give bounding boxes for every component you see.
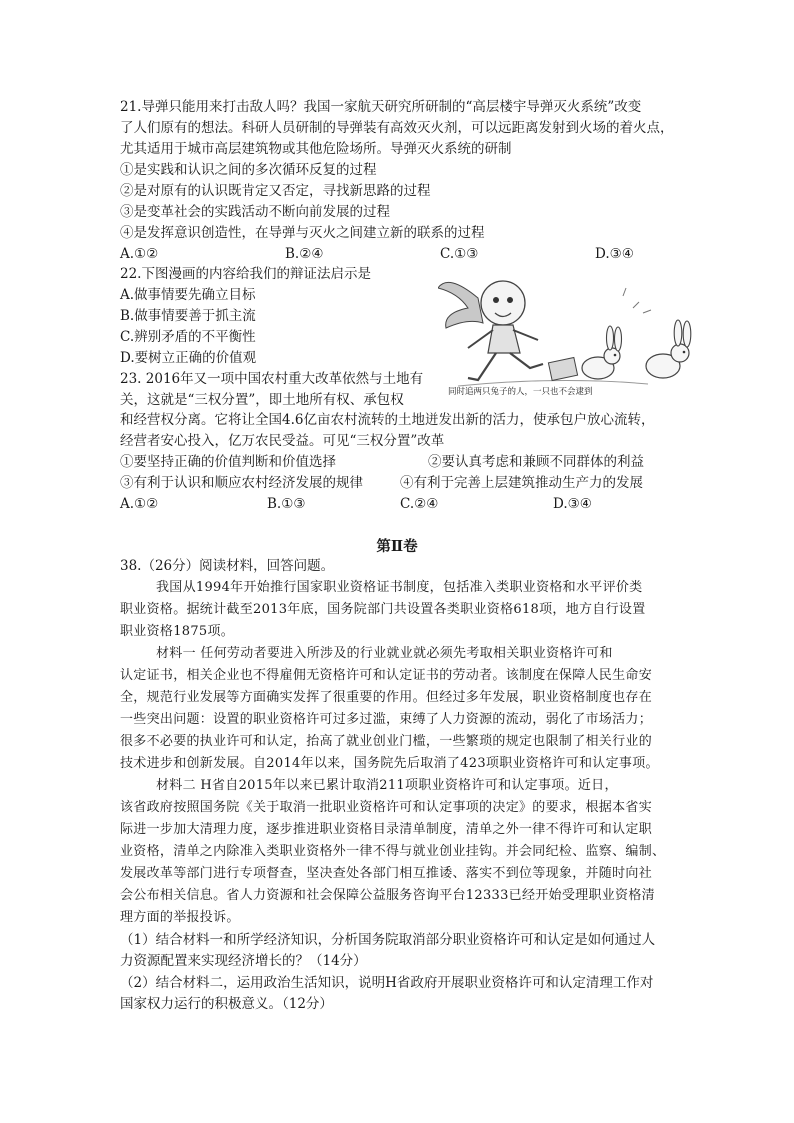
q38-material2-line-7: 理方面的举报投诉。 [120, 910, 240, 925]
q21-item-2: ②是对原有的认识既肯定又否定，寻找新思路的过程 [120, 183, 431, 199]
q21-option-c: C.①③ [440, 246, 479, 262]
q23-stem-line-1: 23. 2016年又一项中国农村重大改革依然与土地有 [120, 371, 424, 387]
q38-material1-line-5: 很多不必要的执业许可和认定，抬高了就业创业门槛，一些繁琐的规定也限制了相关行业的 [120, 734, 653, 749]
q21-stem-line-1: 21.导弹只能用来打击敌人吗？我国一家航天研究所研制的“高层楼宇导弹灭火系统”改变 [120, 99, 642, 115]
q38-material2-line-4: 业资格，清单之内除准入类职业资格外一律不得与就业创业挂钩。并会同纪检、监察、编制、 [120, 844, 666, 859]
q38-material1-line-3: 全，规范行业发展等方面确实发挥了很重要的作用。但经过多年发展，职业资格制度也存在 [120, 690, 653, 705]
q38-material1-line-1: 材料一 任何劳动者要进入所涉及的行业就业就必须先考取相关职业资格许可和 [156, 646, 613, 661]
q38-sub2-line-2: 国家权力运行的积极意义。（12分） [120, 996, 333, 1012]
cartoon-illustration [438, 268, 738, 400]
q21-stem-line-3: 尤其适用于城市高层建筑物或其他危险场所。导弹灭火系统的研制 [120, 141, 512, 157]
q23-item-3: ③有利于认识和顺应农村经济发展的规律 [120, 475, 363, 491]
q23-option-d: D.③④ [553, 496, 592, 512]
q21-stem-line-2: 了人们原有的想法。科研人员研制的导弹装有高效灭火剂，可以远距离发射到火场的着火点， [120, 120, 674, 136]
q38-material1-line-2: 认定证书，相关企业也不得雇佣无资格许可和认定证书的劳动者。该制度在保障人民生命安 [120, 668, 653, 683]
section-title: 第Ⅱ卷 [376, 538, 418, 555]
q23-option-b: B.①③ [267, 496, 306, 512]
q38-material1-line-4: 一些突出问题：设置的职业资格许可过多过滥，束缚了人力资源的流动，弱化了市场活力； [120, 712, 653, 727]
cartoon-caption: 同时追两只兔子的人，一只也不会逮到 [448, 387, 593, 397]
q21-item-4: ④是发挥意识创造性，在导弹与灭火之间建立新的联系的过程 [120, 225, 485, 241]
q21-item-3: ③是变革社会的实践活动不断向前发展的过程 [120, 204, 390, 220]
q21-item-1: ①是实践和认识之间的多次循环反复的过程 [120, 162, 377, 178]
q23-option-a: A.①② [120, 496, 159, 512]
q22-option-c: C.辨别矛盾的不平衡性 [120, 329, 256, 345]
q38-header: 38.（26分）阅读材料，回答问题。 [120, 558, 335, 574]
q23-stem-line-4: 经营者安心投入，亿万农民受益。可见“三权分置”改革 [120, 433, 445, 449]
q38-intro-line-2: 职业资格。据统计截至2013年底，国务院部门共设置各类职业资格618项，地方自行设置 [120, 602, 646, 617]
q23-item-1: ①要坚持正确的价值判断和价值选择 [120, 454, 336, 470]
q21-option-d: D.③④ [595, 246, 634, 262]
q22-option-d: D.要树立正确的价值观 [120, 350, 257, 366]
q38-intro-line-1: 我国从1994年开始推行国家职业资格证书制度，包括准入类职业资格和水平评价类 [156, 580, 643, 595]
q23-option-c: C.②④ [400, 496, 439, 512]
q38-material1-line-6: 技术进步和创新发展。自2014年以来，国务院先后取消了423项职业资格许可和认定事项。 [120, 756, 659, 771]
q23-stem-line-3: 和经营权分离。它将让全国4.6亿亩农村流转的土地迸发出新的活力，使承包户放心流转， [120, 412, 655, 428]
q38-material2-line-2: 该省政府按照国务院《关于取消一批职业资格许可和认定事项的决定》的要求，根据本省实 [120, 800, 653, 815]
cartoon-drawing [438, 268, 738, 400]
q38-material2-line-5: 发展改革等部门进行专项督查，坚决查处各部门相互推诿、落实不到位等现象，并随时向社 [120, 866, 653, 881]
q22-option-a: A.做事情要先确立目标 [120, 287, 256, 303]
q23-stem-line-2: 关，这就是“三权分置”，即土地所有权、承包权 [120, 392, 404, 408]
q23-item-2: ②要认真考虑和兼顾不同群体的利益 [428, 454, 644, 470]
q38-sub2-line-1: （2）结合材料二，运用政治生活知识，说明H省政府开展职业资格许可和认定清理工作对 [120, 975, 654, 991]
q38-material2-line-3: 际进一步加大清理力度，逐步推进职业资格目录清单制度，清单之外一律不得许可和认定职 [120, 822, 653, 837]
q22-stem: 22.下图漫画的内容给我们的辩证法启示是 [120, 266, 371, 282]
q23-item-4: ④有利于完善上层建筑推动生产力的发展 [400, 475, 643, 491]
q22-option-b: B.做事情要善于抓主流 [120, 308, 256, 324]
q38-material2-line-1: 材料二 H省自2015年以来已累计取消211项职业资格许可和认定事项。近日， [156, 778, 618, 793]
q38-sub1-line-2: 力资源配置来实现经济增长的？（14分） [120, 953, 367, 969]
q38-sub1-line-1: （1）结合材料一和所学经济知识，分析国务院取消部分职业资格许可和认定是如何通过人 [120, 932, 656, 948]
q21-option-a: A.①② [120, 246, 159, 262]
q38-intro-line-3: 职业资格1875项。 [120, 624, 235, 639]
q38-material2-line-6: 会公布相关信息。省人力资源和社会保障公益服务咨询平台12333已经开始受理职业资格清 [120, 888, 655, 903]
q21-option-b: B.②④ [285, 246, 324, 262]
